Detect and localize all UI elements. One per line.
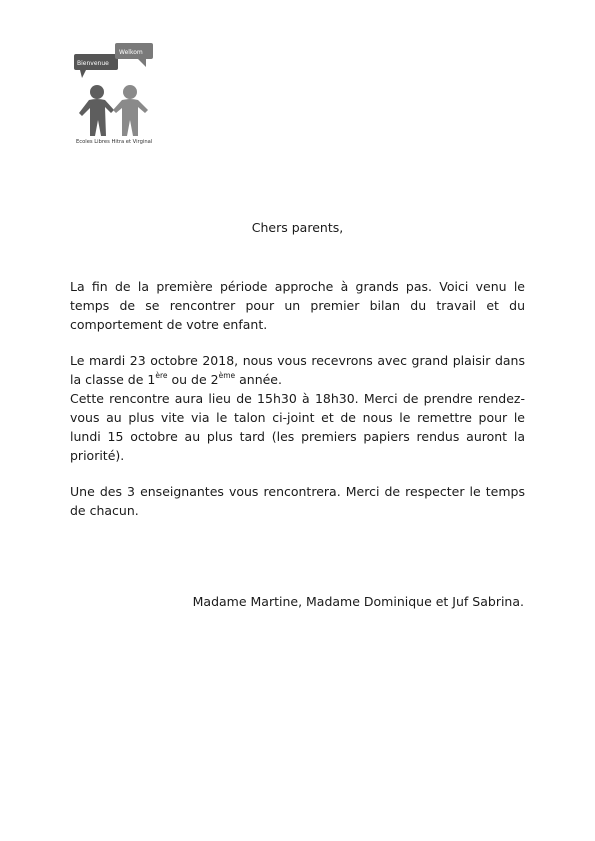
school-logo-graphic — [70, 38, 170, 138]
paragraph-2-line-1: Le mardi 23 octobre 2018, nous vous recevrons avec grand plaisir dans — [70, 353, 525, 368]
paragraph-1-line-2: temps de se rencontrer pour un premier bilan du travail et du — [70, 298, 525, 313]
logo-caption: Ecoles Libres Hitra et Virginal — [76, 139, 153, 145]
class-text-part-1: la classe de 1 — [70, 372, 156, 387]
child-figure-left-icon — [79, 85, 114, 136]
paragraph-3 — [70, 482, 525, 520]
letter-body — [70, 277, 525, 520]
paragraph-2-line-2 — [70, 370, 525, 389]
class-text-part-2: ou de 2 — [167, 372, 219, 387]
paragraph-1-line-3: comportement de votre enfant. — [70, 317, 268, 332]
signature: Madame Martine, Madame Dominique et Juf Sabrina. — [192, 594, 524, 609]
paragraph-2-line-3: Cette rencontre aura lieu de 15h30 à 18h30. Merci de prendre rendez- — [70, 391, 525, 406]
paragraph-3-line-1: Une des 3 enseignantes vous rencontrera. Merci de respecter le temps — [70, 484, 525, 499]
salutation: Chers parents, — [251, 220, 344, 235]
paragraph-2-line-4: vous au plus vite via le talon ci-joint et de nous le remettre pour le — [70, 410, 525, 425]
paragraph-2 — [70, 351, 525, 465]
bubble-right-text: Welkom — [119, 49, 143, 56]
school-logo — [70, 38, 170, 150]
child-figure-right-icon — [113, 85, 148, 136]
ordinal-superscript-2: ème — [218, 371, 236, 380]
paragraph-2-line-5: lundi 15 octobre au plus tard (les premiers papiers rendus auront la — [70, 429, 525, 444]
paragraph-1-line-1: La fin de la première période approche à grands pas. Voici venu le — [70, 279, 525, 294]
paragraph-3-line-2: de chacun. — [70, 503, 139, 518]
paragraph-2-line-6: priorité). — [70, 448, 125, 463]
ordinal-superscript-1: ère — [155, 371, 168, 380]
paragraph-1 — [70, 277, 525, 334]
class-text-part-3: année. — [235, 372, 282, 387]
bubble-left-text: Bienvenue — [77, 60, 109, 67]
